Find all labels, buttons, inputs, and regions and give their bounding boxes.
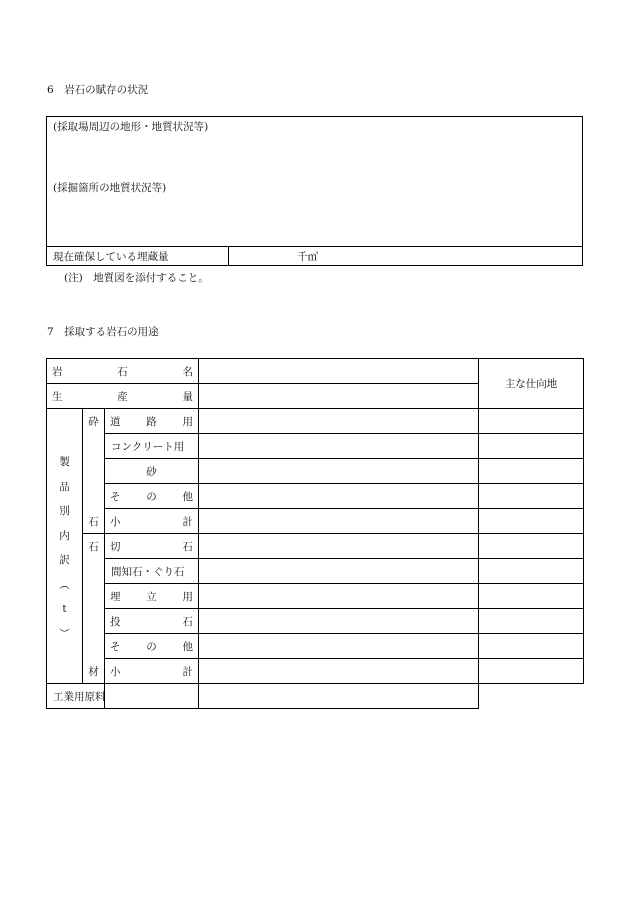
- input-concrete[interactable]: [199, 434, 479, 459]
- section7-title: 7 採取する岩石の用途: [47, 326, 159, 338]
- dest-stone-other[interactable]: [479, 634, 584, 659]
- item-kenchi: 間知石・ぐり石: [105, 559, 199, 584]
- note: (注) 地質図を添付すること。: [64, 272, 209, 284]
- dest-kenchi[interactable]: [479, 559, 584, 584]
- input-road[interactable]: [199, 409, 479, 434]
- item-stone-subtotal: 小 計: [105, 659, 199, 684]
- input-throw-stone[interactable]: [199, 609, 479, 634]
- stone-material-label: 石 材: [83, 534, 105, 684]
- reserve-label: 現在確保している埋蔵量: [47, 247, 229, 266]
- section6-title: 6 岩石の賦存の状況: [47, 84, 149, 96]
- destination-header: 主な仕向地: [479, 359, 584, 409]
- item-stone-other: そ の 他: [105, 634, 199, 659]
- reserve-value-cell[interactable]: [229, 247, 583, 266]
- input-cut-stone[interactable]: [199, 534, 479, 559]
- rock-name-label: 岩 石 名: [47, 359, 199, 384]
- item-concrete: コンクリート用: [105, 434, 199, 459]
- input-crushed-subtotal[interactable]: [199, 509, 479, 534]
- production-input[interactable]: [199, 384, 479, 409]
- input-crushed-other[interactable]: [199, 484, 479, 509]
- dest-crushed-subtotal[interactable]: [479, 509, 584, 534]
- product-breakdown-label: 製 品 別 内 訳 ︵ t ︶: [47, 409, 83, 684]
- dest-concrete[interactable]: [479, 434, 584, 459]
- crushed-stone-label: 砕 石: [83, 409, 105, 534]
- item-road: 道 路 用: [105, 409, 199, 434]
- input-industrial[interactable]: [105, 684, 199, 709]
- excavation-label: (採掘箇所の地質状況等): [53, 182, 167, 194]
- dest-road[interactable]: [479, 409, 584, 434]
- rock-name-input[interactable]: [199, 359, 479, 384]
- dest-stone-subtotal[interactable]: [479, 659, 584, 684]
- dest-industrial[interactable]: [199, 684, 479, 709]
- input-kenchi[interactable]: [199, 559, 479, 584]
- production-label: 生 産 量: [47, 384, 199, 409]
- dest-crushed-other[interactable]: [479, 484, 584, 509]
- item-crushed-subtotal: 小 計: [105, 509, 199, 534]
- geology-label: (採取場周辺の地形・地質状況等): [53, 121, 209, 133]
- dest-cut-stone[interactable]: [479, 534, 584, 559]
- reserve-unit: 千㎥: [297, 250, 318, 263]
- input-stone-other[interactable]: [199, 634, 479, 659]
- item-crushed-other: そ の 他: [105, 484, 199, 509]
- rock-deposit-table: [46, 116, 583, 266]
- item-fill: 埋 立 用: [105, 584, 199, 609]
- item-cut-stone: 切 石: [105, 534, 199, 559]
- dest-sand[interactable]: [479, 459, 584, 484]
- item-throw-stone: 投 石: [105, 609, 199, 634]
- item-industrial: 工 業 用 原 料: [47, 684, 105, 709]
- dest-fill[interactable]: [479, 584, 584, 609]
- input-stone-subtotal[interactable]: [199, 659, 479, 684]
- input-fill[interactable]: [199, 584, 479, 609]
- item-sand: 砂: [105, 459, 199, 484]
- input-sand[interactable]: [199, 459, 479, 484]
- geology-box[interactable]: [47, 117, 583, 247]
- rock-usage-table: [46, 358, 584, 709]
- dest-throw-stone[interactable]: [479, 609, 584, 634]
